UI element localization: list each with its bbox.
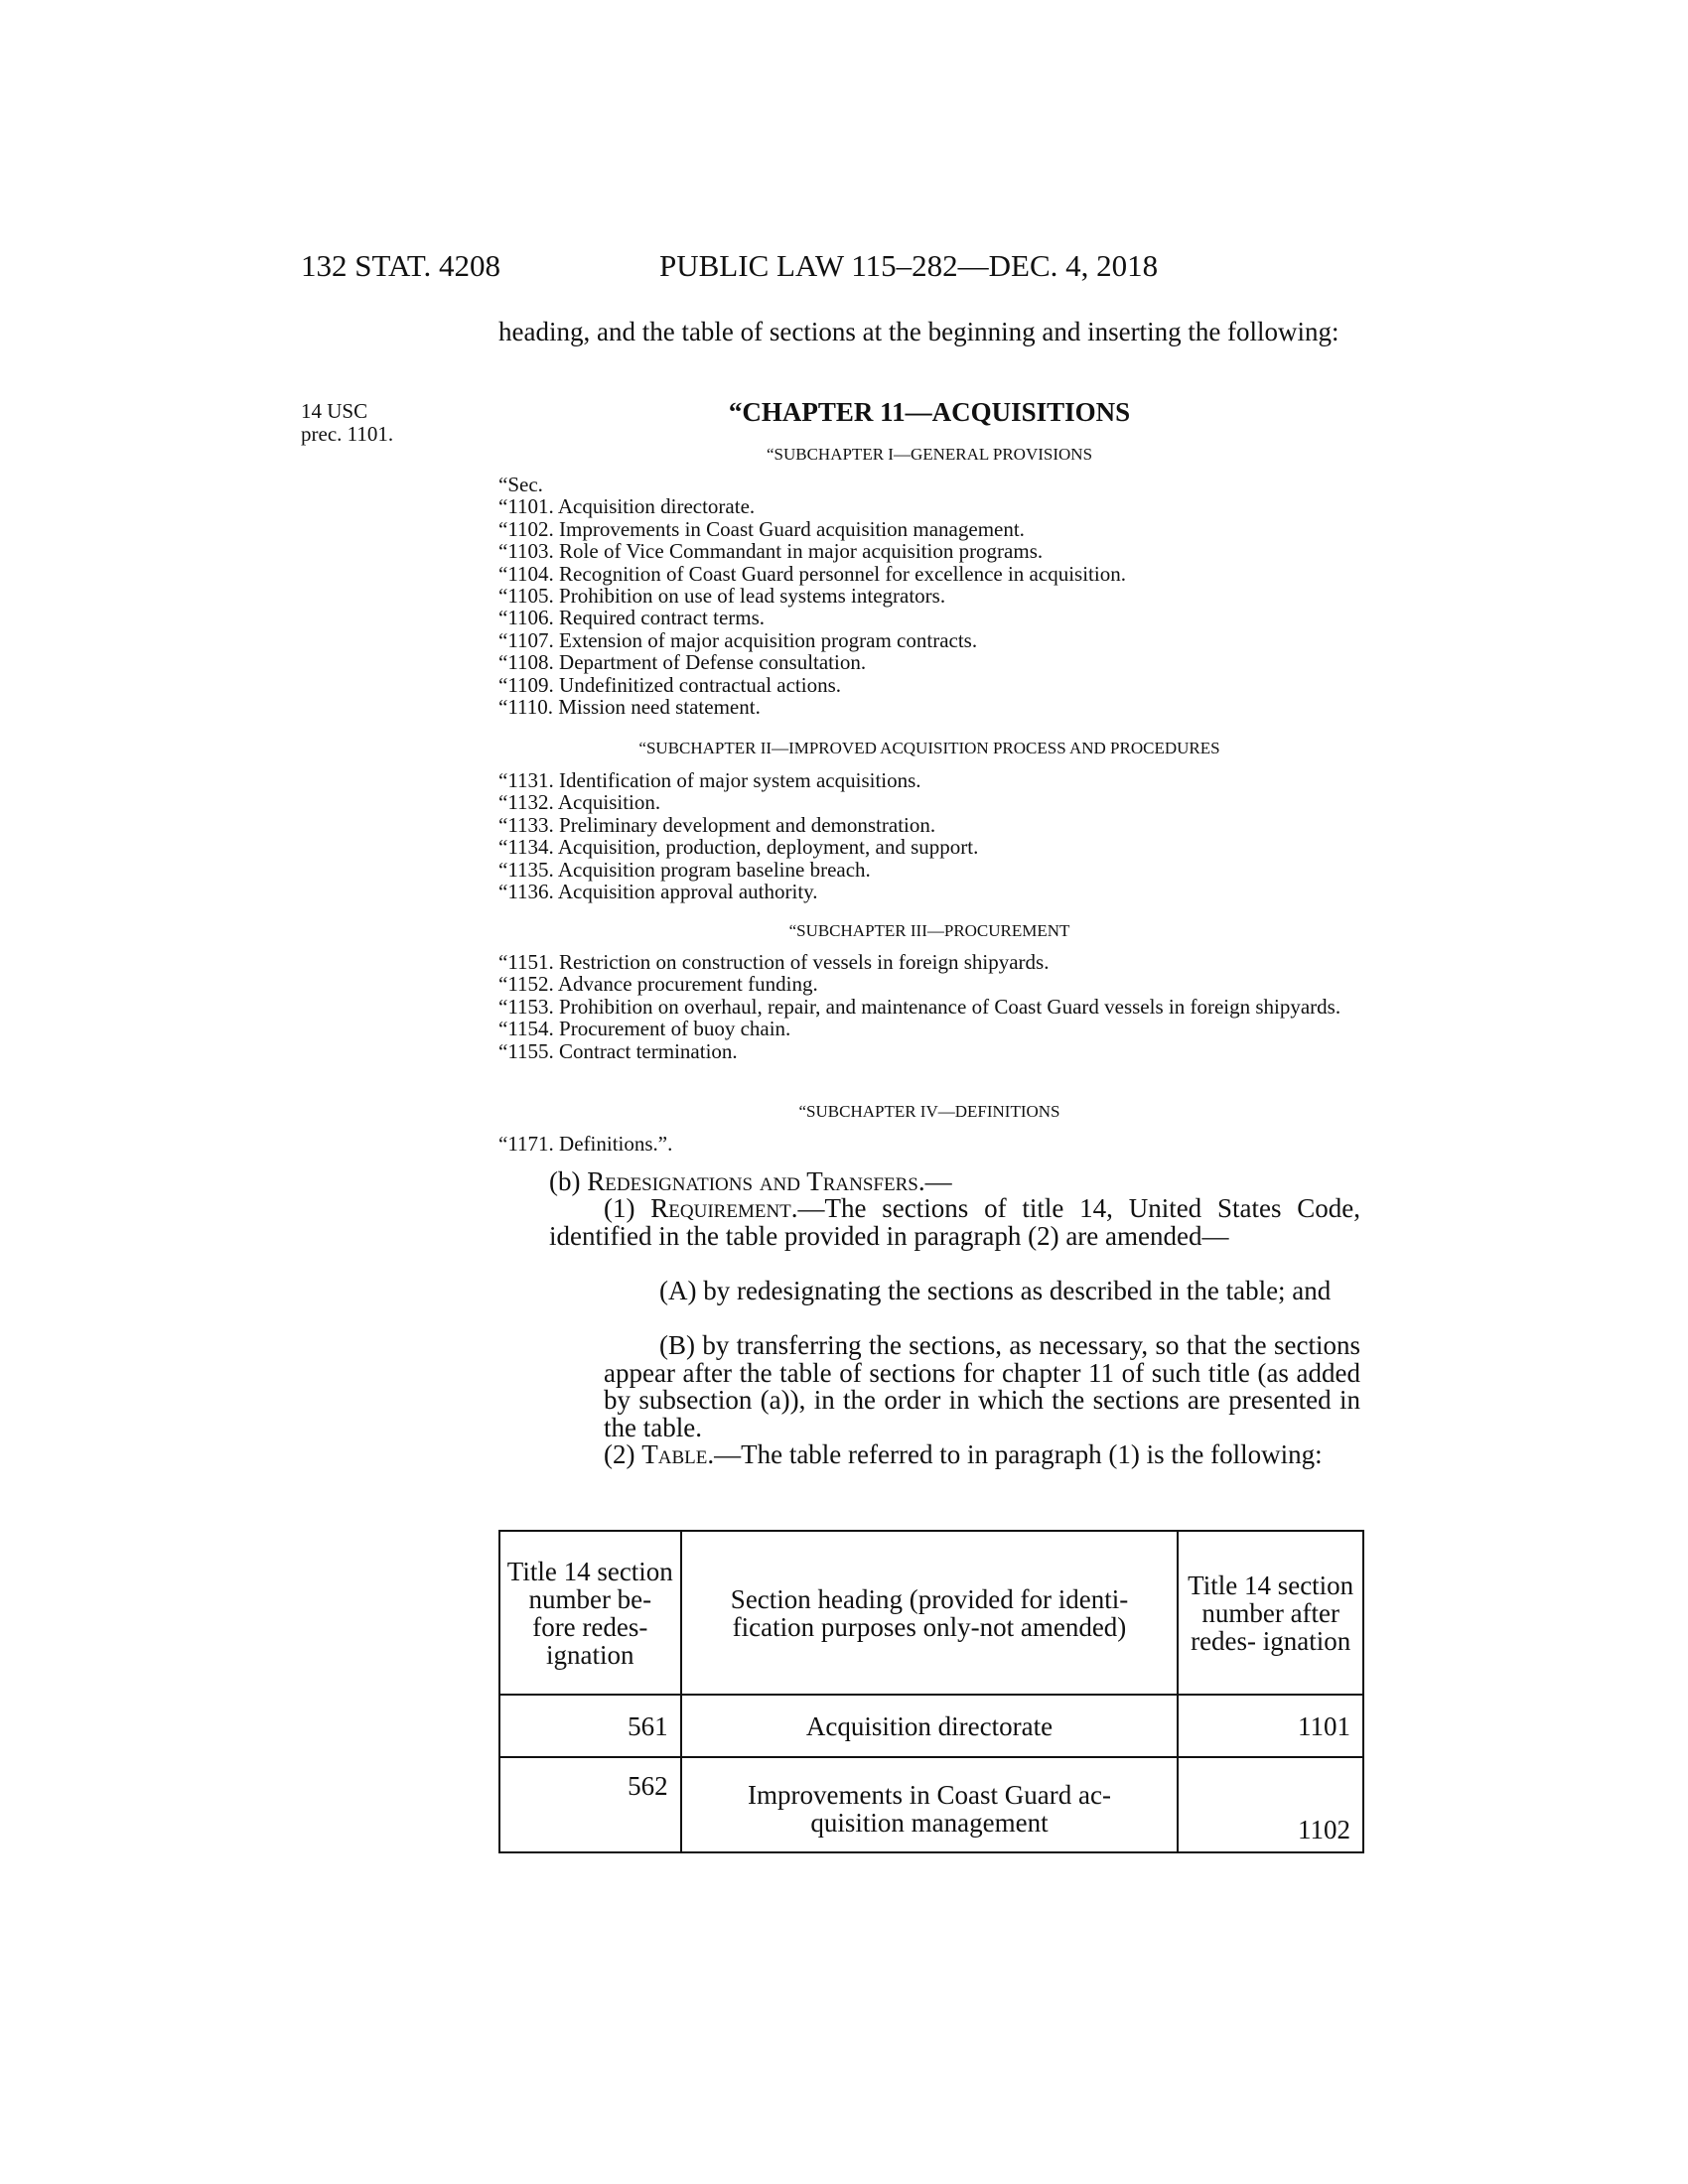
section-b-prefix: (b) bbox=[549, 1166, 588, 1196]
toc-item: “1151. Restriction on construction of vessels in foreign shipyards. bbox=[498, 950, 1050, 974]
toc-item: “1107. Extension of major acquisition program contracts. bbox=[498, 627, 978, 652]
toc-item: “1134. Acquisition, production, deployment, and support. bbox=[498, 835, 979, 860]
toc-item: “1136. Acquisition approval authority. bbox=[498, 880, 818, 904]
table-row bbox=[499, 1695, 1363, 1757]
toc-item: “1108. Department of Defense consultation. bbox=[498, 650, 867, 675]
subchapter-3-toc bbox=[498, 951, 1362, 1062]
section-b-dash: .— bbox=[917, 1166, 952, 1196]
subparagraph-a: (A) by redesignating the sections as described in the table; and bbox=[659, 1276, 1332, 1305]
chapter-title: “CHAPTER 11—ACQUISITIONS bbox=[728, 397, 1131, 427]
cell-before: 561 bbox=[499, 1695, 681, 1757]
table-header-row bbox=[499, 1531, 1363, 1695]
margin-note-line1: 14 USC bbox=[301, 399, 368, 423]
cell-after: 1101 bbox=[1178, 1695, 1363, 1757]
toc-item: “1110. Mission need statement. bbox=[498, 695, 761, 720]
running-header-law: PUBLIC LAW 115–282—DEC. 4, 2018 bbox=[659, 248, 1159, 283]
subchapter-2-toc bbox=[498, 769, 1362, 902]
toc-item: “1135. Acquisition program baseline breach. bbox=[498, 857, 871, 882]
subchapter-4-title: “SUBCHAPTER IV—DEFINITIONS bbox=[798, 1102, 1060, 1121]
paragraph-2-prefix: (2) bbox=[604, 1439, 642, 1469]
subchapter-1-toc bbox=[498, 474, 1362, 718]
toc-item: “1171. Definitions.”. bbox=[498, 1132, 673, 1156]
paragraph-1-text: .—The sections of title 14, United States Code, identified in the table provided in paragraph (2) are amended— bbox=[549, 1193, 1360, 1251]
paragraph-2 bbox=[549, 1441, 1360, 1469]
table-row bbox=[499, 1757, 1363, 1852]
stat-page-number: 132 STAT. 4208 bbox=[301, 248, 501, 283]
toc-item: “1105. Prohibition on use of lead systems integrators. bbox=[498, 584, 946, 609]
cell-heading: Improvements in Coast Guard ac- quisition management bbox=[681, 1757, 1179, 1852]
margin-note bbox=[301, 400, 393, 446]
toc-item: “1133. Preliminary development and demonstration. bbox=[498, 812, 936, 837]
paragraph-1-heading: Requirement bbox=[650, 1193, 791, 1223]
margin-note-line2: prec. 1101. bbox=[301, 422, 394, 446]
toc-item: “1155. Contract termination. bbox=[498, 1038, 738, 1063]
toc-item: “1132. Acquisition. bbox=[498, 790, 661, 815]
section-b-heading bbox=[549, 1168, 1360, 1196]
subchapter-1-title: “SUBCHAPTER I—GENERAL PROVISIONS bbox=[766, 445, 1093, 464]
subparagraph-b: (B) by transferring the sections, as necessary, so that the sections appear after the table of sections for chapter 11 of such title (as added by subsection (a)), in the order in which the sections are presented in the table. bbox=[604, 1330, 1360, 1442]
intro-text: heading, and the table of sections at the beginning and inserting the following: bbox=[498, 317, 1339, 346]
cell-before: 562 bbox=[499, 1757, 681, 1852]
subchapter-2-title: “SUBCHAPTER II—IMPROVED ACQUISITION PROCESS AND PROCEDURES bbox=[638, 739, 1220, 757]
header-before: Title 14 section number be- fore redes- ignation bbox=[499, 1531, 681, 1695]
paragraph-1-prefix: (1) bbox=[604, 1193, 651, 1223]
subchapter-4-toc bbox=[498, 1133, 1362, 1155]
paragraph-2-heading: Table bbox=[641, 1439, 708, 1469]
toc-item: “1153. Prohibition on overhaul, repair, and maintenance of Coast Guard vessels in foreign shipyards. bbox=[498, 994, 1341, 1019]
toc-item: “1106. Required contract terms. bbox=[498, 606, 766, 630]
toc-item: “1154. Procurement of buoy chain. bbox=[498, 1017, 791, 1041]
toc-item: “1103. Role of Vice Commandant in major acquisition programs. bbox=[498, 539, 1044, 564]
paragraph-1 bbox=[549, 1195, 1360, 1250]
redesignation-table bbox=[498, 1530, 1364, 1853]
toc-sec-label: “Sec. bbox=[498, 473, 543, 496]
header-after: Title 14 section number after redes- ignation bbox=[1178, 1531, 1363, 1695]
cell-after: 1102 bbox=[1178, 1757, 1363, 1852]
subchapter-3-title: “SUBCHAPTER III—PROCUREMENT bbox=[788, 921, 1070, 940]
toc-item: “1104. Recognition of Coast Guard personnel for excellence in acquisition. bbox=[498, 561, 1126, 586]
section-b-title: Redesignations and Transfers bbox=[587, 1166, 918, 1196]
toc-item: “1109. Undefinitized contractual actions. bbox=[498, 672, 842, 697]
toc-item: “1152. Advance procurement funding. bbox=[498, 972, 818, 997]
header-heading: Section heading (provided for identi- fication purposes only-not amended) bbox=[681, 1531, 1179, 1695]
paragraph-2-text: .—The table referred to in paragraph (1) is the following: bbox=[707, 1439, 1323, 1469]
toc-item: “1101. Acquisition directorate. bbox=[498, 494, 756, 519]
toc-item: “1102. Improvements in Coast Guard acquisition management. bbox=[498, 516, 1025, 541]
toc-item: “1131. Identification of major system acquisitions. bbox=[498, 768, 921, 792]
cell-heading: Acquisition directorate bbox=[681, 1695, 1179, 1757]
